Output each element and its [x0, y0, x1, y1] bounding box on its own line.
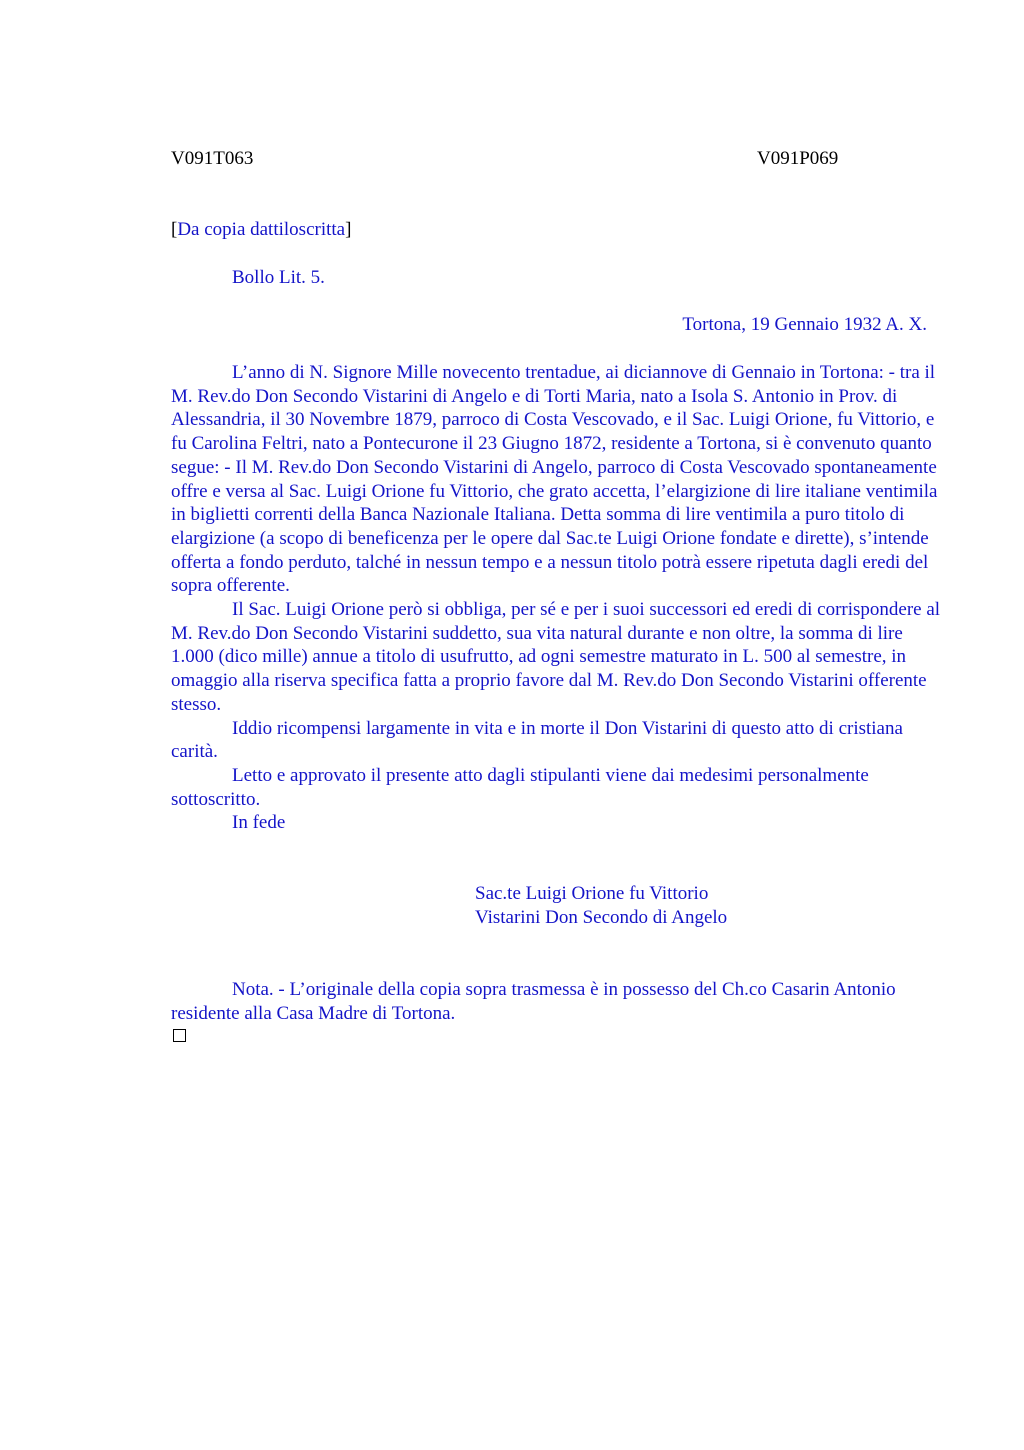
source-note	[171, 218, 351, 242]
source-open-bracket: [	[171, 219, 178, 240]
note-text: Nota. - L’originale della copia sopra trasmessa è in possesso del Ch.co Casarin Antonio residente alla Casa Madre di Tortona.	[171, 979, 896, 1024]
paragraph: Il Sac. Luigi Orione però si obbliga, per sé e per i suoi successori ed eredi di corrispondere al M. Rev.do Don Secondo Vistarini suddetto, sua vita natural durante e non oltre, la somma di lire 1.000 (dico mille) annue a titolo di usufrutto, ad ogni semestre maturato in L. 500 al semestre, in omaggio alla riserva specifica fatta a proprio favore dal M. Rev.do Don Secondo Vistarini offerente stesso.	[171, 599, 941, 715]
signature-orione: Sac.te Luigi Orione fu Vittorio	[475, 883, 709, 904]
closing-formula: In fede	[232, 812, 286, 834]
place-date: Tortona, 19 Gennaio 1932 A. X.	[682, 314, 927, 335]
signature-vistarini: Vistarini Don Secondo di Angelo	[475, 906, 728, 928]
paragraph: Iddio ricompensi largamente in vita e in morte il Don Vistarini di questo atto di cristiana carità.	[171, 717, 903, 763]
end-marker-box	[173, 1029, 186, 1042]
stamp-duty: Bollo Lit. 5.	[232, 267, 325, 288]
paragraph: L’anno di N. Signore Mille novecento trentadue, ai diciannove di Gennaio in Tortona: - tra il M. Rev.do Don Secondo Vistarini di Angelo e di Torti Maria, nato a Isola S. Antonio in Prov. di Alessandria, il 30 Novembre 1879, parroco di Costa Vescovado, e il Sac. Luigi Orione, fu Vittorio, e fu Carolina Feltri, nato a Pontecurone il 23 Giugno 1872, residente a Tortona, si è convenuto quanto segue: - Il M. Rev.do Don Secondo Vistarini di Angelo, parroco di Costa Vescovado spontaneamente offre e versa al Sac. Luigi Orione fu Vittorio, che grato accetta, l’elargizione di lire italiane ventimila in biglietti correnti della Banca Nazionale Italiana. Detta somma di lire ventimila a puro titolo di elargizione (a scopo di beneficenza per le opere dal Sac.te Luigi Orione fondate e dirette), s’intende offerta a fondo perduto, talché in nessun tempo e a nessun titolo potrà essere ripetuta dagli eredi del sopra offerente.	[171, 362, 938, 597]
paragraph: Letto e approvato il presente atto dagli stipulanti viene dai medesimi personalmente sottoscritto.	[171, 764, 869, 810]
note-block	[171, 978, 941, 1025]
document-body	[171, 361, 941, 835]
source-close-bracket: ]	[345, 219, 352, 240]
document-code-right: V091P069	[757, 148, 839, 169]
document-code-left: V091T063	[171, 148, 254, 169]
signature-block	[475, 882, 727, 929]
source-text: Da copia dattiloscritta	[177, 219, 346, 240]
